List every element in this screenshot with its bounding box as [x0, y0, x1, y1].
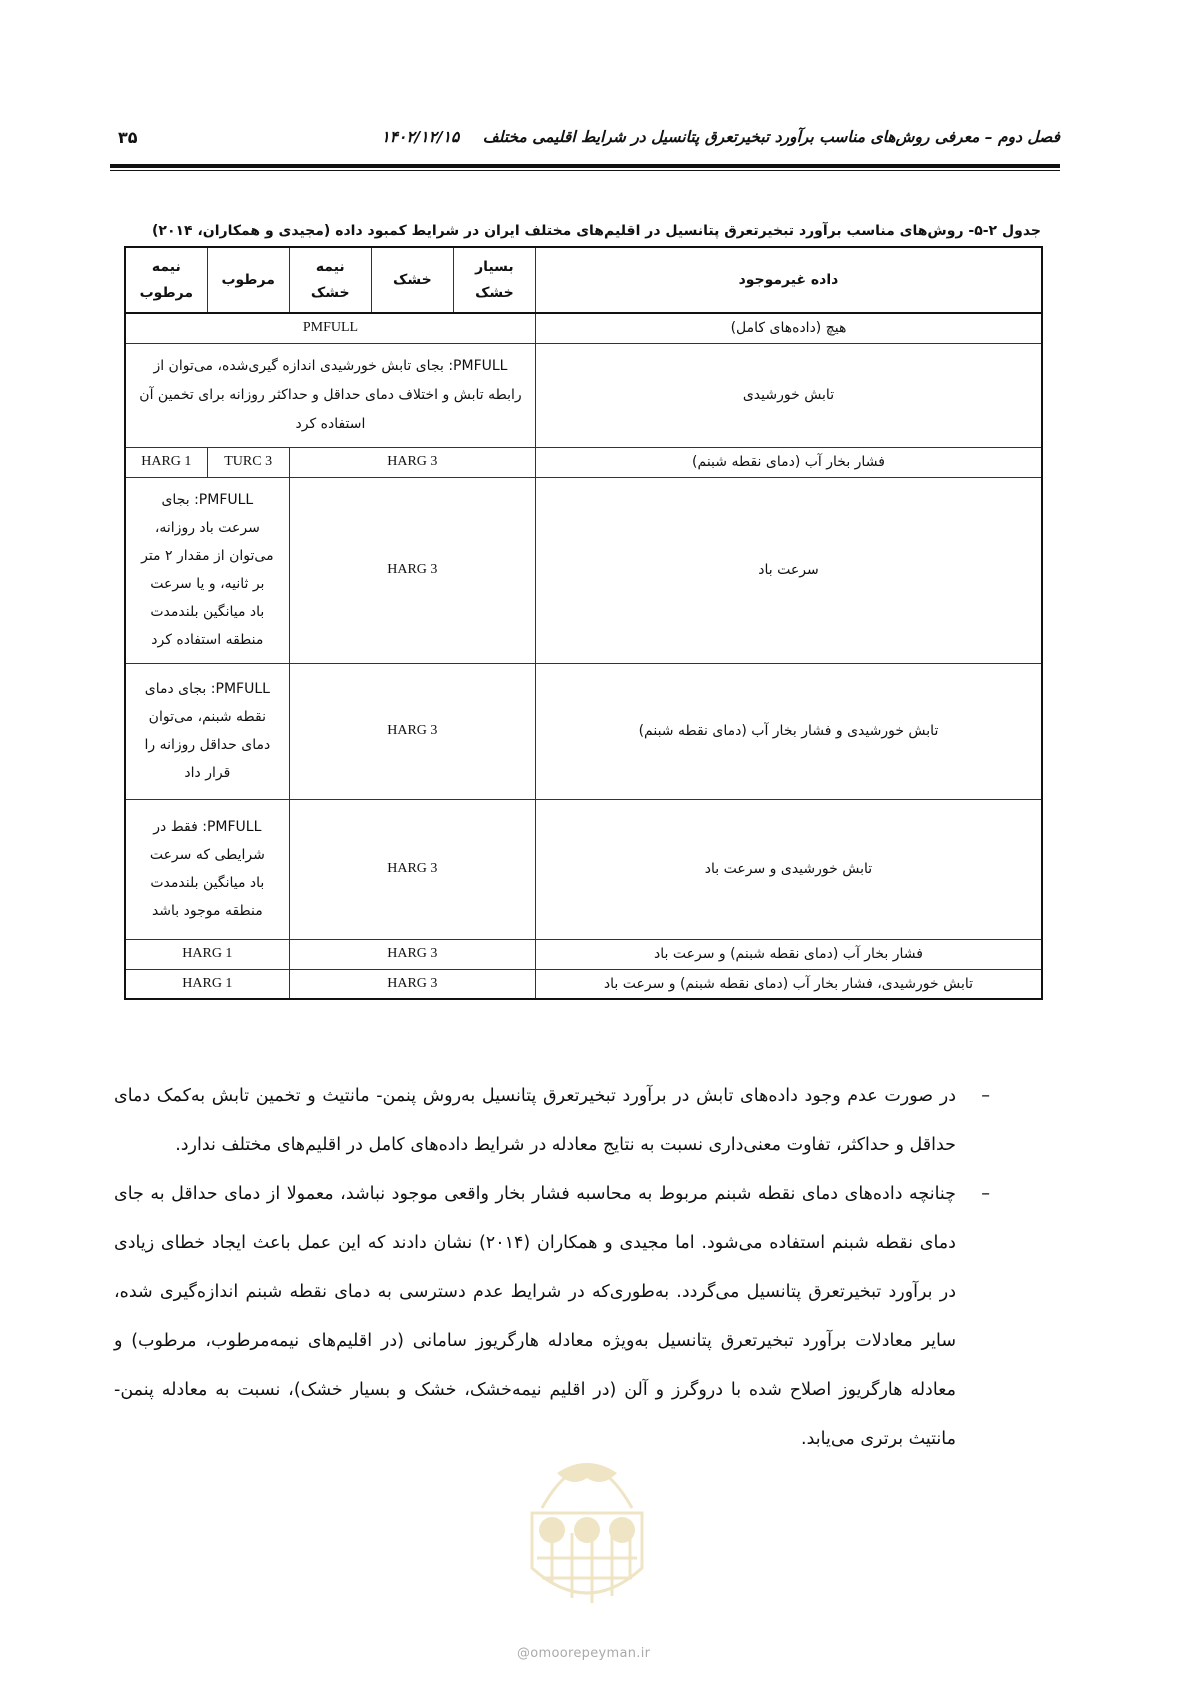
- missing-data-cell: تابش خورشیدی و فشار بخار آب (دمای نقطه شبنم): [535, 663, 1042, 799]
- table-row: [125, 447, 1042, 477]
- table-row: [125, 313, 1042, 343]
- bullet-item: [114, 1072, 990, 1170]
- header-rule-thick: [110, 164, 1060, 168]
- missing-data-cell: هیچ (داده‌های کامل): [535, 313, 1042, 343]
- table-row: [125, 799, 1042, 939]
- table-header-row: [125, 247, 1042, 313]
- method-cell-humid-group: PMFULL: بجای دمای نقطه شبنم، می‌توان دمای حداقل روزانه را قرار داد: [125, 663, 289, 799]
- missing-data-cell: تابش خورشیدی: [535, 343, 1042, 447]
- watermark-url: @omoorepeyman.ir: [517, 1646, 651, 1661]
- page-number: ۳۵: [118, 128, 138, 147]
- header-dry: خشک: [371, 247, 453, 313]
- header-very-dry: بسیار خشک: [453, 247, 535, 313]
- method-cell: PMFULL: بجای تابش خورشیدی اندازه گیری‌شده، می‌توان از رابطه تابش و اختلاف دمای حداقل و حداکثر روزانه برای تخمین آن استفاده کرد: [125, 343, 535, 447]
- bullet-list: [114, 1072, 990, 1464]
- table-row: [125, 343, 1042, 447]
- method-cell-semi-humid: HARG 1: [125, 447, 207, 477]
- bullet-text: چنانچه داده‌های دمای نقطه شبنم مربوط به محاسبه فشار بخار واقعی موجود نباشد، معمولا از دمای حداقل به جای دمای نقطه شبنم استفاده می‌شود. اما مجیدی و همکاران (۲۰۱۴) نشان دادند که این عمل باعث ایجاد خطای زیادی در برآورد تبخیرتعرق پتانسیل می‌گردد. به‌طوری‌که در شرایط عدم دسترسی به دمای نقطه شبنم اندازه‌گیری شده، سایر معادلات برآورد تبخیرتعرق پتانسیل به‌ویژه معادله هارگریوز سامانی (در اقلیم‌های نیمه‌مرطوب، مرطوب) و معادله هارگریوز اصلاح شده با دروگرز و آلن (در اقلیم نیمه‌خشک، خشک و بسیار خشک)، نسبت به معادله پنمن- مانتیث برتری می‌یابد.: [114, 1184, 956, 1449]
- method-cell-humid-group: HARG 1: [125, 969, 289, 999]
- method-cell-humid-group: PMFULL: بجای سرعت باد روزانه، می‌توان از مقدار ۲ متر بر ثانیه، و یا سرعت باد میانگین بلندمدت منطقه استفاده کرد: [125, 477, 289, 663]
- table-row: [125, 663, 1042, 799]
- method-cell-dry-group: HARG 3: [289, 477, 535, 663]
- running-title: [381, 128, 1060, 146]
- method-cell-humid-group: HARG 1: [125, 939, 289, 969]
- header-semi-dry: نیمه خشک: [289, 247, 371, 313]
- missing-data-cell: فشار بخار آب (دمای نقطه شبنم): [535, 447, 1042, 477]
- method-cell-dry-group: HARG 3: [289, 969, 535, 999]
- watermark-logo: [512, 1418, 662, 1628]
- header-date: ۱۴۰۲/۱۲/۱۵: [381, 128, 460, 146]
- chapter-title: فصل دوم – معرفی روش‌های مناسب برآورد تبخیرتعرق پتانسیل در شرایط اقلیمی مختلف: [482, 128, 1060, 146]
- missing-data-cell: سرعت باد: [535, 477, 1042, 663]
- missing-data-cell: تابش خورشیدی و سرعت باد: [535, 799, 1042, 939]
- methods-table: [124, 246, 1043, 1000]
- table-row: [125, 969, 1042, 999]
- bullet-text: در صورت عدم وجود داده‌های تابش در برآورد تبخیرتعرق پتانسیل به‌روش پنمن- مانتیث و تخمین تابش به‌کمک دمای حداقل و حداکثر، تفاوت معنی‌داری نسبت به نتایج معادله در شرایط داده‌های کامل در اقلیم‌های مختلف ندارد.: [114, 1086, 956, 1155]
- method-cell-dry-group: HARG 3: [289, 447, 535, 477]
- method-cell-dry-group: HARG 3: [289, 799, 535, 939]
- method-cell-humid: TURC 3: [207, 447, 289, 477]
- bullet-dash: –: [981, 1086, 990, 1106]
- header-missing-data: داده غیرموجود: [535, 247, 1042, 313]
- table-row: [125, 477, 1042, 663]
- method-cell: PMFULL: [125, 313, 535, 343]
- missing-data-cell: تابش خورشیدی، فشار بخار آب (دمای نقطه شبنم) و سرعت باد: [535, 969, 1042, 999]
- method-cell-dry-group: HARG 3: [289, 663, 535, 799]
- method-cell-humid-group: PMFULL: فقط در شرایطی که سرعت باد میانگین بلندمدت منطقه موجود باشد: [125, 799, 289, 939]
- method-cell-dry-group: HARG 3: [289, 939, 535, 969]
- header-semi-humid: نیمه مرطوب: [125, 247, 207, 313]
- page-header: [110, 128, 1060, 154]
- header-rule-thin: [110, 170, 1060, 171]
- bullet-dash: –: [981, 1184, 990, 1204]
- table-row: [125, 939, 1042, 969]
- missing-data-cell: فشار بخار آب (دمای نقطه شبنم) و سرعت باد: [535, 939, 1042, 969]
- header-humid: مرطوب: [207, 247, 289, 313]
- table-caption: جدول ۲-۵- روش‌های مناسب برآورد تبخیرتعرق پتانسیل در اقلیم‌های مختلف ایران در شرایط کمبود داده (مجیدی و همکاران، ۲۰۱۴): [152, 223, 1041, 239]
